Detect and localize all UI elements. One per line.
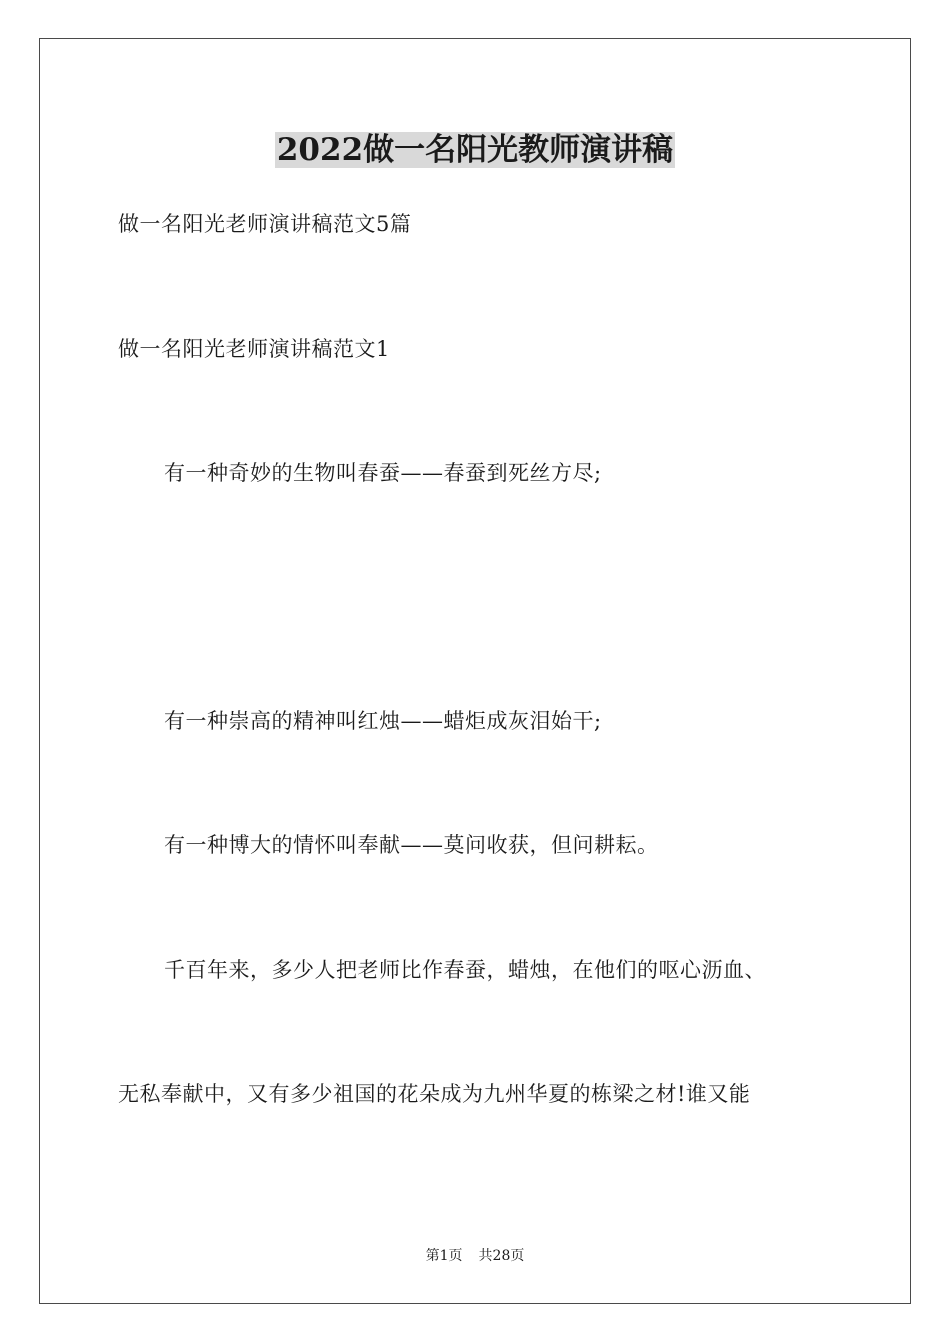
paragraph-silkworm: 有一种奇妙的生物叫春蚕——春蚕到死丝方尽;: [164, 461, 602, 485]
document-title-text: 2022做一名阳光教师演讲稿: [276, 132, 674, 168]
paragraph-body-line-1: 千百年来，多少人把老师比作春蚕，蜡烛，在他们的呕心沥血、: [164, 958, 766, 982]
paragraph-section-heading: 做一名阳光老师演讲稿范文1: [118, 337, 390, 361]
paragraph-devotion: 有一种博大的情怀叫奉献——莫问收获，但问耕耘。: [164, 833, 659, 857]
page-number-current: 第1页: [425, 1248, 463, 1264]
page-footer: [0, 1246, 950, 1266]
paragraph-candle: 有一种崇高的精神叫红烛——蜡炬成灰泪始干;: [164, 709, 602, 733]
document-title: [0, 126, 950, 174]
page-number-total: 共28页: [478, 1248, 525, 1264]
paragraph-body-line-2: 无私奉献中，又有多少祖国的花朵成为九州华夏的栋梁之材!谁又能: [118, 1082, 751, 1106]
paragraph-subtitle: 做一名阳光老师演讲稿范文5篇: [118, 212, 412, 236]
